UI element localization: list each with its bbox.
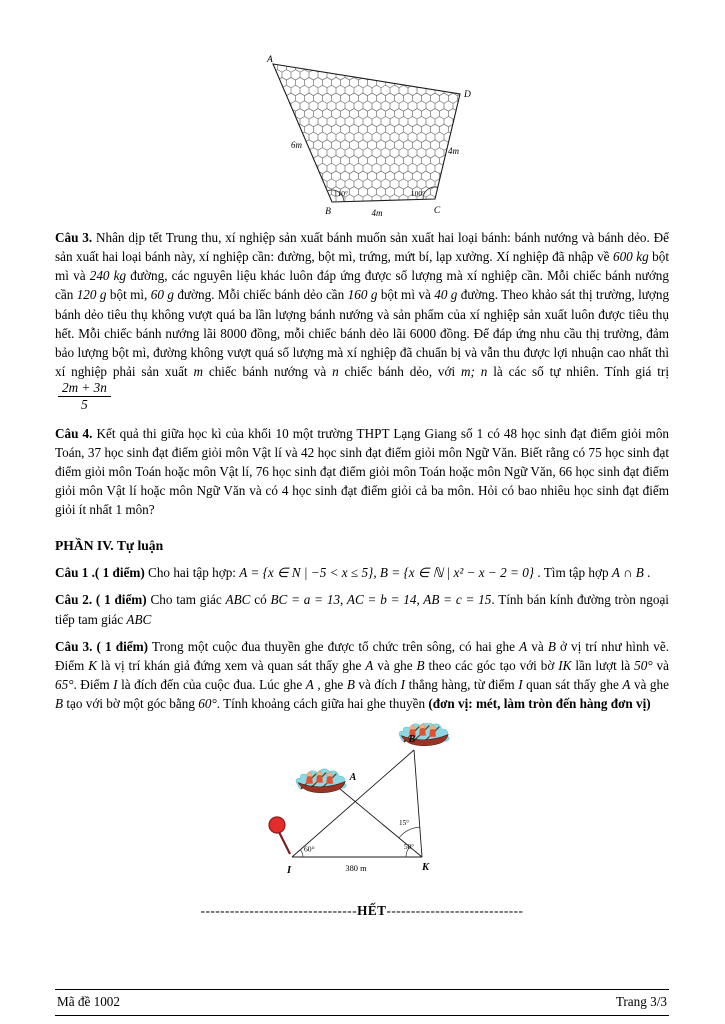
section-iv-heading: PHẦN IV. Tự luận: [55, 537, 164, 553]
page-number: Trang 3/3: [615, 993, 667, 1009]
side-right-label: 4m: [448, 146, 459, 156]
vertex-d-label: D: [464, 90, 471, 100]
finish-marker-balloon: [269, 817, 285, 833]
boat-a-illustration: [296, 769, 346, 793]
end-of-exam-line: --------------------------------HẾT----------------------------: [200, 903, 524, 919]
point-b-label: B: [408, 734, 416, 746]
side-bottom-label: 4m: [371, 208, 383, 218]
vertex-c-label: C: [433, 206, 441, 216]
page-footer: [55, 989, 669, 1016]
angle-k-boats-label: 15°: [398, 819, 410, 828]
angle-arc-i: [300, 850, 303, 857]
question-3-statement: Câu 3. Nhân dịp tết Trung thu, xí nghiệp sản xuất bánh muốn sản xuất hai loại bánh: bánh nướng và bánh dẻo. Để sản xuất hai loại bánh này, xí nghiệp cần: đường, bột mì, trứng, mứt bí, lạp xưởng. Xí nghiệp đã nhập về 600 kg bột mì và 240 kg đường, các nguyên liệu khác luôn đáp ứng được số lượng mà xí nghiệp cần. Mỗi chiếc bánh nướng cần 120 g bột mì, 60 g đường. Mỗi chiếc bánh dẻo cần 160 g bột mì và 40 g đường. Theo khảo sát thị trường, lượng bánh dẻo tiêu thụ không vượt quá ba lần lượng bánh nướng và sản phẩm của xí nghiệp sản xuất luôn được tiêu thụ hết. Mỗi chiếc bánh nướng lãi 8000 đồng, mỗi chiếc bánh dẻo lãi 6000 đồng. Để đáp ứng nhu cầu thị trường, đảm bảo lượng bột mì, đường không vượt quá số lượng mà xí nghiệp đã chuẩn bị và vẫn thu được lợi nhuận cao nhất thì xí nghiệp phải sản xuất m chiếc bánh nướng và n chiếc bánh dẻo, với m; n là các số tự nhiên. Tính giá trị $\frac{2m + 3n}{5}$: [55, 230, 670, 412]
point-k-label: K: [422, 862, 430, 874]
essay-question-1: Câu 1 .( 1 điểm) Cho hai tập hợp: A = {x ∈ N | −5 < x ≤ 5}, B = {x ∈ ℕ | x² − x − 2 = 0} . Tìm tập hợp A ∩ B .: [55, 565, 651, 581]
honeycomb-quadrilateral: [273, 64, 460, 202]
boat-race-figure-container: [55, 723, 669, 885]
side-left-label: 6m: [291, 140, 302, 150]
angle-k-shore-label: 50°: [403, 843, 415, 852]
exam-code: Mã đề 1002: [57, 993, 120, 1009]
angle-b-label: 110°: [333, 189, 349, 198]
finish-marker-pole: [279, 832, 290, 854]
point-i-label: I: [286, 865, 292, 877]
sight-line-k-b: [414, 750, 422, 857]
angle-arc-k-boats: [399, 827, 420, 838]
essay-question-2: Câu 2. ( 1 điểm) Cho tam giác ABC có BC = a = 13, AC = b = 14, AB = c = 15. Tính bán kính đường tròn ngoại tiếp tam giác ABC: [55, 592, 669, 627]
question-4-statement: Câu 4. Kết quả thi giữa học kì của khối 10 một trường THPT Lạng Giang số 1 có 48 học sinh đạt điểm giỏi môn Toán, 37 học sinh đạt điểm giỏi môn Vật lí và 42 học sinh đạt điểm giỏi môn Ngữ Văn. Biết rằng có 75 học sinh đạt điểm giỏi môn Toán hoặc môn Vật lí, 76 học sinh đạt điểm giỏi môn Toán hoặc môn Ngữ Văn, 66 học sinh đạt điểm giỏi môn Vật lí hoặc môn Ngữ Văn và có 4 học sinh đạt điểm giỏi cả ba môn. Hỏi có bao nhiêu học sinh đạt điểm giỏi ít nhất 1 môn?: [55, 425, 670, 518]
point-a-label: A: [349, 772, 357, 784]
essay-question-3: Câu 3. ( 1 điểm) Trong một cuộc đua thuyền ghe được tổ chức trên sông, có hai ghe A và B ở vị trí như hình vẽ. Điểm K là vị trí khán giả đứng xem và quan sát thấy ghe A và ghe B theo các góc tạo với bờ IK lần lượt là 50° và 65°. Điểm I là đích đến của cuộc đua. Lúc ghe A , ghe B và đích I thẳng hàng, từ điểm I quan sát thấy ghe A và ghe B tạo với bờ một góc bằng 60°. Tính khoảng cách giữa hai ghe thuyền (đơn vị: mét, làm tròn đến hàng đơn vị): [55, 638, 669, 712]
vertex-b-label: B: [325, 207, 331, 217]
angle-i-label: 60°: [304, 844, 315, 854]
honeycomb-figure-container: [55, 0, 669, 222]
angle-c-label: 100°: [410, 189, 426, 198]
distance-ik-label: 380 m: [345, 864, 367, 874]
vertex-a-label: A: [267, 55, 273, 65]
honeycomb-figure: [246, 54, 478, 222]
sight-line-i-b: [292, 750, 414, 857]
boat-race-figure: [246, 723, 478, 885]
boat-b-illustration: [399, 723, 449, 746]
